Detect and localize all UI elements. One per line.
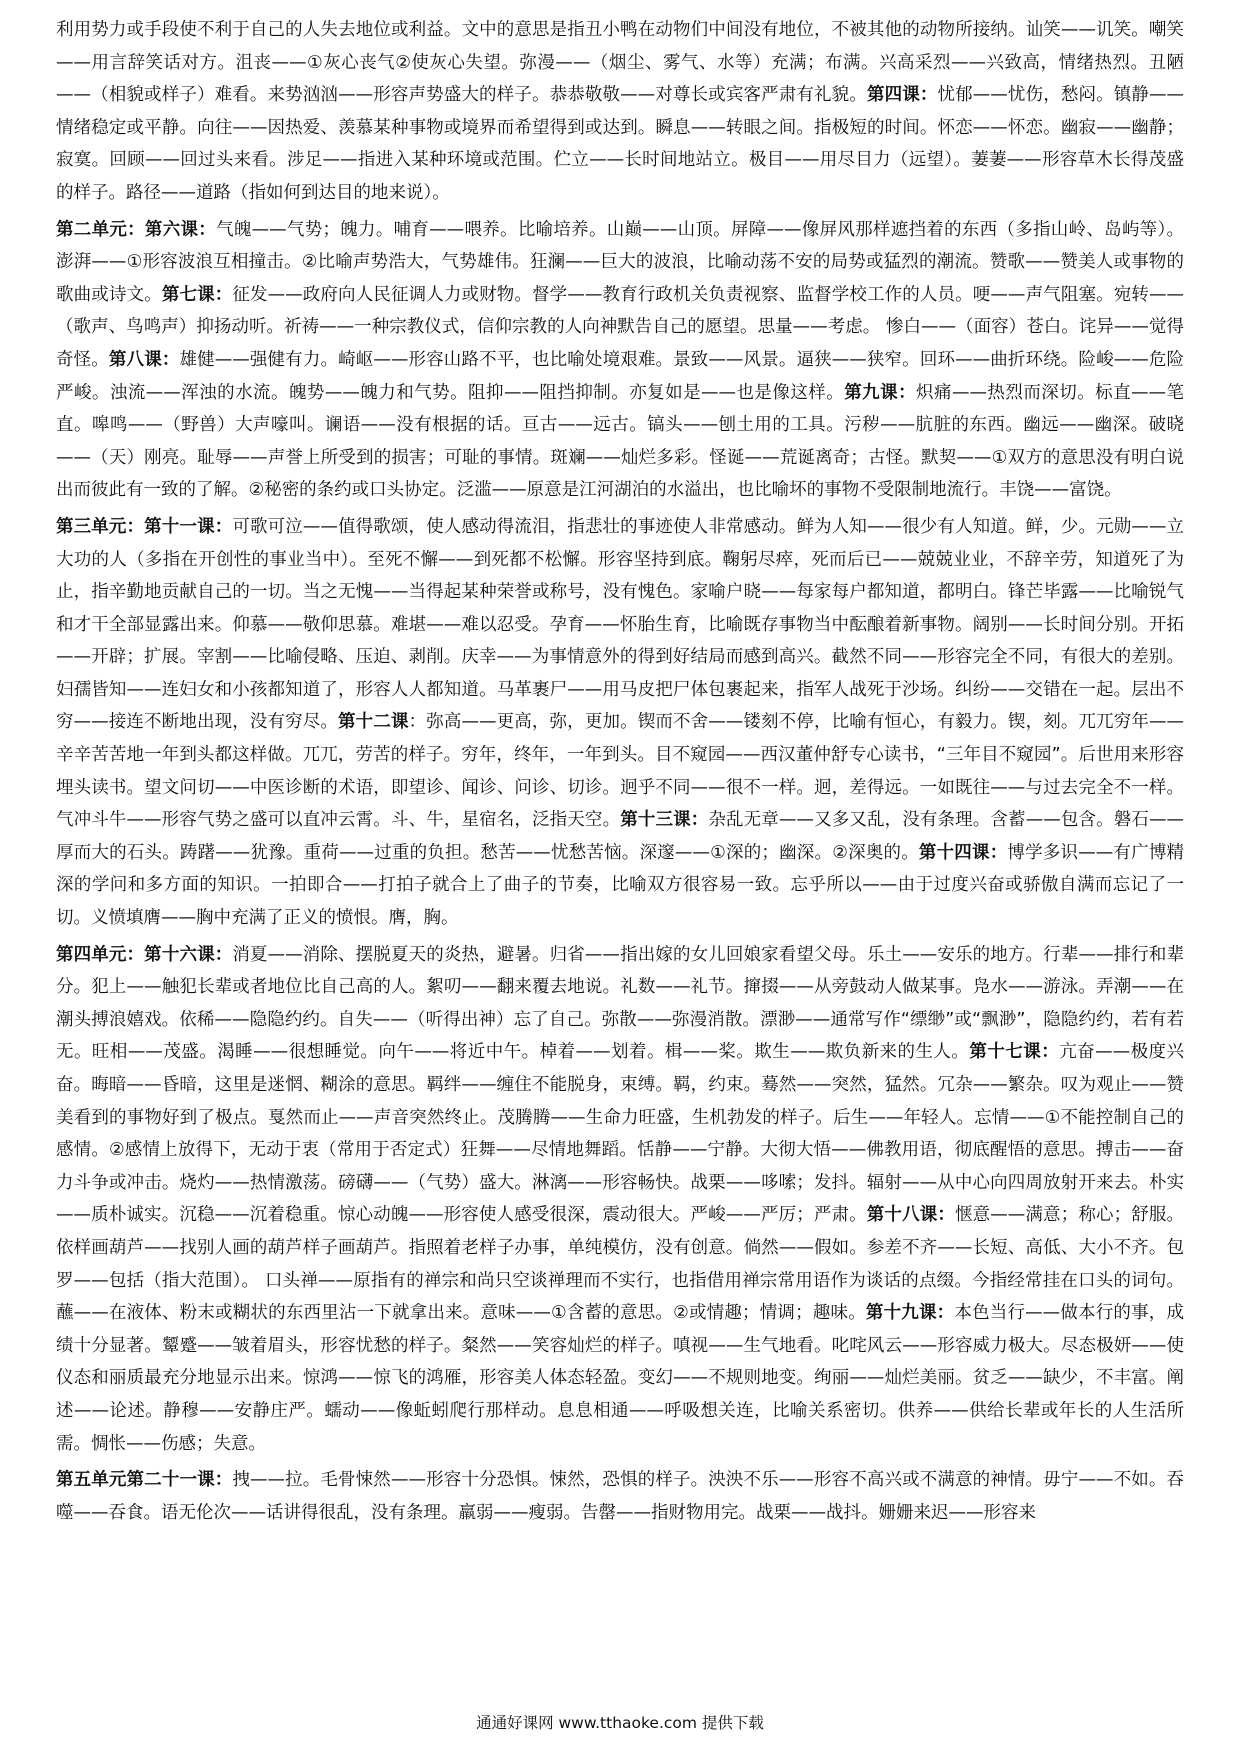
vocab-text: 征发——政府向人民征调人力或财物。督学——教育行政机关负责视察、监督学校工作的人员。哽——声气阻塞。宛转——（歌声、鸟鸣声）抑扬动听。祈祷——一种宗教仪式，信仰宗教的人向神默告自己的愿望。思量——考虑。 惨白——（面容）苍白。诧异——觉得奇怪。 xyxy=(56,284,1185,370)
lesson-heading: 第十二课 xyxy=(338,712,409,733)
paragraph-unit-5 xyxy=(56,1464,1184,1529)
paragraph-unit-4 xyxy=(56,939,1184,1461)
vocab-text: 惬意——满意；称心；舒服。依样画葫芦——找别人画的葫芦样子画葫芦。指照着老样子办事，单纯模仿，没有创意。倘然——假如。参差不齐——长短、高低、大小不齐。包罗——包括（指大范围）。 口头禅——原指有的禅宗和尚只空谈禅理而不实行，也指借用禅宗常用语作为谈话的点缀。今指经常挂在口头的词句。蘸——在液体、粉末或糊状的东西里沾一下就拿出来。意味——①含蓄的意思。②或情趣；情调；趣味。 xyxy=(56,1205,1185,1324)
vocab-text: ：弥高——更高，弥，更加。锲而不舍——镂刻不停，比喻有恒心，有毅力。锲，刻。兀兀穷年——辛辛苦苦地一年到头都这样做。兀兀，劳苦的样子。穷年，终年，一年到头。目不窥园——西汉董仲舒专心读书，“三年目不窥园”。后世用来形容埋头读书。望文问切——中医诊断的术语，即望诊、闻诊、问诊、切诊。迥乎不同——很不一样。迥，差得远。一如既往——与过去完全不一样。气冲斗牛——形容气势之盛可以直冲云霄。斗、牛，星宿名，泛指天空。 xyxy=(56,712,1185,831)
vocab-text: 可歌可泣——值得歌颂，使人感动得流泪，指悲壮的事迹使人非常感动。鲜为人知——很少有人知道。鲜，少。元勋——立大功的人（多指在开创性的事业当中）。至死不懈——到死都不松懈。形容坚持到底。鞠躬尽瘁，死而后已——兢兢业业，不辞辛劳，知道死了为止，指辛勤地贡献自己的一切。当之无愧——当得起某种荣誉或称号，没有愧色。家喻户晓——每家每户都知道，都明白。锋芒毕露——比喻锐气和才干全部显露出来。仰慕——敬仰思慕。难堪——难以忍受。孕育——怀胎生育，比喻既存事物当中酝酿着新事物。阔别——长时间分别。开拓——开辟；扩展。宰割——比喻侵略、压迫、剥削。庆幸——为事情意外的得到好结局而感到高兴。截然不同——形容完全不同，有很大的差别。妇孺皆知——连妇女和小孩都知道了，形容人人都知道。马革裹尸——用马皮把尸体包裹起来，指军人战死于沙场。纠纷——交错在一起。层出不穷——接连不断地出现，没有穷尽。 xyxy=(56,516,1185,733)
paragraph-unit-3 xyxy=(56,511,1184,935)
lesson-heading: 第二单元：第六课： xyxy=(56,219,217,240)
vocab-text: 拽——拉。毛骨悚然——形容十分恐惧。悚然，恐惧的样子。泱泱不乐——形容不高兴或不满意的神情。毋宁——不如。吞噬——吞食。语无伦次——话讲得很乱，没有条理。羸弱——瘦弱。告罄——指财物用完。战栗——战抖。姗姗来迟——形容来 xyxy=(56,1470,1184,1523)
lesson-heading: 第七课： xyxy=(161,284,233,305)
lesson-heading: 第十七课： xyxy=(969,1042,1060,1063)
lesson-heading: 第十四课： xyxy=(918,842,1008,863)
lesson-heading: 第四课： xyxy=(866,85,938,106)
lesson-heading: 第四单元：第十六课： xyxy=(56,944,233,965)
vocab-text: 气魄——气势；魄力。哺育——喂养。比喻培养。山巅——山顶。屏障——像屏风那样遮挡着的东西（多指山岭、岛屿等）。澎湃——①形容波浪互相撞击。②比喻声势浩大，气势雄伟。狂澜——巨大的波浪，比喻动荡不安的局势或猛烈的潮流。赞歌——赞美人或事物的歌曲或诗文。 xyxy=(56,219,1185,305)
paragraph-unit-1-continued xyxy=(56,14,1184,210)
vocab-text: 利用势力或手段使不利于自己的人失去地位或利益。文中的意思是指丑小鸭在动物们中间没有地位，不被其他的动物所接纳。讪笑——讥笑。嘲笑——用言辞笑话对方。沮丧——①灰心丧气②使灰心失望。弥漫——（烟尘、雾气、水等）充满；布满。兴高采烈——兴致高，情绪热烈。丑陋——（相貌或样子）难看。来势汹汹——形容声势盛大的样子。恭恭敬敬——对尊长或宾客严肃有礼貌。 xyxy=(56,20,1184,106)
lesson-heading: 第十九课： xyxy=(865,1303,955,1324)
document-body xyxy=(56,14,1184,1533)
vocab-text: 忧郁——忧伤，愁闷。镇静——情绪稳定或平静。向往——因热爱、羡慕某种事物或境界而希望得到或达到。瞬息——转眼之间。指极短的时间。怀恋——怀恋。幽寂——幽静；寂寞。回顾——回过头来看。涉足——指进入某种环境或范围。伫立——长时间地站立。极目——用尽目力（远望）。萋萋——形容草木长得茂盛的样子。路径——道路（指如何到达目的地来说）。 xyxy=(56,85,1185,203)
vocab-text: 本色当行——做本行的事，成绩十分显著。颦蹙——皱着眉头，形容忧愁的样子。粲然——笑容灿烂的样子。嗔视——生气地看。叱咤风云——形容威力极大。尽态极妍——使仪态和丽质最充分地显示出来。惊鸿——惊飞的鸿雁，形容美人体态轻盈。变幻——不规则地变。绚丽——灿烂美丽。贫乏——缺少，不丰富。阐述——论述。静穆——安静庄严。蠕动——像蚯蚓爬行那样动。息息相通——呼吸想关连，比喻关系密切。供养——供给长辈或年长的人生活所需。惆怅——伤感；失意。 xyxy=(56,1303,1185,1454)
vocab-text: 亢奋——极度兴奋。晦暗——昏暗，这里是迷惘、糊涂的意思。羁绊——缠住不能脱身，束缚。羁，约束。蓦然——突然，猛然。冗杂——繁杂。叹为观止——赞美看到的事物好到了极点。戛然而止——声音突然终止。茂腾腾——生命力旺盛，生机勃发的样子。后生——年轻人。忘情——①不能控制自己的感情。②感情上放得下，无动于衷（常用于否定式）狂舞——尽情地舞蹈。恬静——宁静。大彻大悟——佛教用语，彻底醒悟的意思。搏击——奋力斗争或冲击。烧灼——热情激荡。磅礴——（气势）盛大。淋漓——形容畅快。战栗——哆嗦；发抖。辐射——从中心向四周放射开来去。朴实——质朴诚实。沉稳——沉着稳重。惊心动魄——形容使人感受很深，震动很大。严峻——严厉；严肃。 xyxy=(56,1042,1185,1226)
vocab-text: 炽痛——热烈而深切。标直——笔直。嗥鸣——（野兽）大声嚎叫。谰语——没有根据的话。亘古——远古。镐头——刨土用的工具。污秽——肮脏的东西。幽远——幽深。破晓——（天）刚亮。耻辱——声誉上所受到的损害；可耻的事情。斑斓——灿烂多彩。怪诞——荒诞离奇；古怪。默契——①双方的意思没有明白说出而彼此有一致的了解。②秘密的条约或口头协定。泛滥——原意是江河湖泊的水溢出，也比喻坏的事物不受限制地流行。丰饶——富饶。 xyxy=(56,382,1185,501)
lesson-heading: 第八课： xyxy=(108,349,180,370)
lesson-heading: 第三单元：第十一课： xyxy=(56,516,233,537)
paragraph-unit-2 xyxy=(56,214,1184,507)
lesson-heading: 第十八课： xyxy=(866,1205,955,1226)
vocab-text: 博学多识——有广博精深的学问和多方面的知识。一拍即合——打拍子就合上了曲子的节奏，比喻双方很容易一致。忘乎所以——由于过度兴奋或骄傲自满而忘记了一切。义愤填膺——胸中充满了正义的愤恨。膺，胸。 xyxy=(56,842,1185,929)
lesson-heading: 第九课： xyxy=(844,382,917,403)
lesson-heading: 第十三课： xyxy=(620,810,709,831)
vocab-text: 杂乱无章——又多又乱，没有条理。含蓄——包含。磐石——厚而大的石头。踌躇——犹豫。重荷——过重的负担。愁苦——忧愁苦恼。深邃——①深的；幽深。②深奥的。 xyxy=(56,810,1185,863)
vocab-text: 雄健——强健有力。崎岖——形容山路不平，也比喻处境艰难。景致——风景。逼狭——狭窄。回环——曲折环绕。险峻——危险严峻。浊流——浑浊的水流。魄势——魄力和气势。阻抑——阻挡抑制。亦复如是——也是像这样。 xyxy=(56,349,1184,403)
lesson-heading: 第五单元第二十一课： xyxy=(56,1470,233,1491)
page-footer: 通通好课网 www.tthaoke.com 提供下载 xyxy=(476,1714,764,1732)
vocab-text: 消夏——消除、摆脱夏天的炎热，避暑。归省——指出嫁的女儿回娘家看望父母。乐土——安乐的地方。行辈——排行和辈分。犯上——触犯长辈或者地位比自己高的人。絮叨——翻来覆去地说。礼数——礼节。撺掇——从旁鼓动人做某事。凫水——游泳。弄潮——在潮头搏浪嬉戏。依稀——隐隐约约。自失——（听得出神）忘了自己。弥散——弥漫消散。漂渺——通常写作“缥缈”或“飘渺”，隐隐约约，若有若无。旺相——茂盛。渴睡——很想睡觉。向午——将近中午。棹着——划着。楫——桨。欺生——欺负新来的生人。 xyxy=(56,944,1184,1063)
